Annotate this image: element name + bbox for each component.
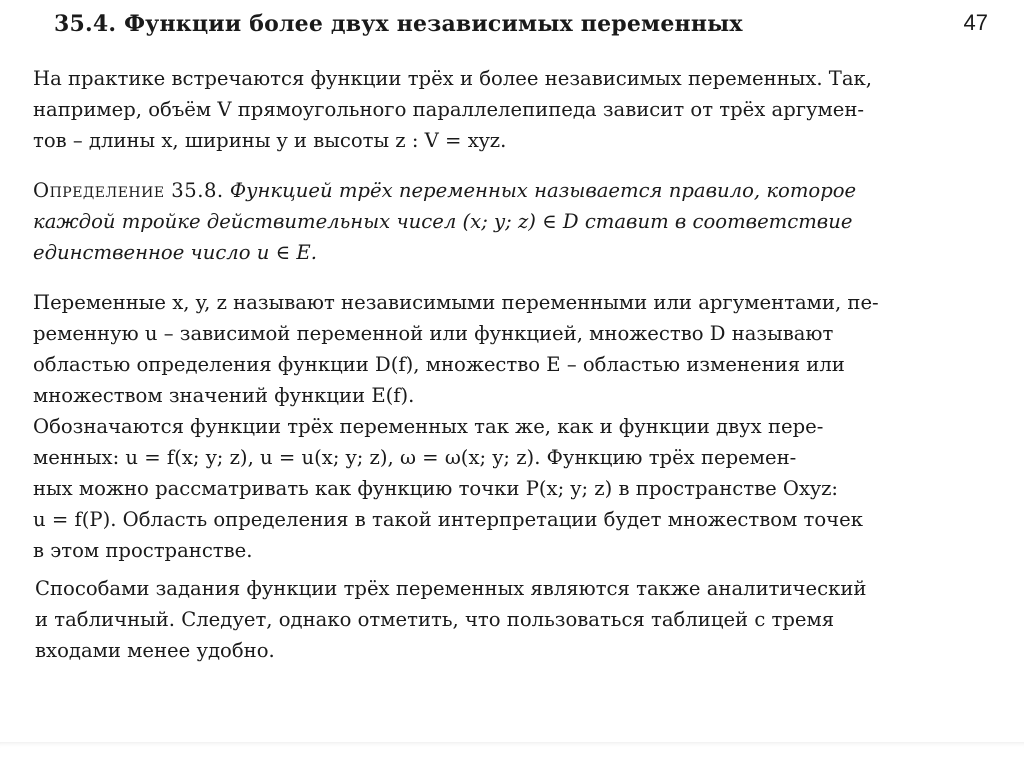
- text-line: и табличный. Следует, однако отметить, что пользоваться таблицей с тремя: [35, 608, 835, 631]
- text-line: Переменные x, y, z называют независимыми переменными или аргументами, пе-: [33, 291, 879, 314]
- text-line: Способами задания функции трёх переменных являются также аналитический: [35, 577, 867, 600]
- text-line: менных: u = f(x; y; z), u = u(x; y; z), ω = ω(x; y; z). Функцию трёх перемен-: [33, 446, 797, 469]
- text-line: u = f(P). Область определения в такой интерпретации будет множеством точек: [33, 508, 863, 531]
- definition-label: Определение 35.8.: [33, 179, 224, 202]
- text-line: Обозначаются функции трёх переменных так же, как и функции двух пере-: [33, 415, 824, 438]
- definition-paragraph: [33, 175, 988, 268]
- bottom-margin: [0, 742, 1024, 767]
- variables-paragraph: [33, 287, 988, 566]
- page-number: 47: [963, 10, 988, 35]
- text-line: в этом пространстве.: [33, 539, 253, 562]
- intro-paragraph: [33, 63, 988, 156]
- text-line: входами менее удобно.: [35, 639, 275, 662]
- definition-text: Функцией трёх переменных называется правило, которое: [229, 179, 857, 202]
- text-line: например, объём V прямоугольного параллелепипеда зависит от трёх аргумен-: [33, 98, 865, 121]
- section-title: 35.4. Функции более двух независимых переменных: [54, 11, 743, 37]
- text-line: каждой тройке действительных чисел (x; y; z) ∈ D ставит в соответствие: [33, 210, 853, 233]
- methods-paragraph: [35, 573, 990, 666]
- text-line: ременную u – зависимой переменной или функцией, множество D называют: [33, 322, 834, 345]
- text-line: областью определения функции D(f), множество E – областью изменения или: [33, 353, 845, 376]
- text-line: тов – длины x, ширины y и высоты z : V = xyz.: [33, 129, 507, 152]
- text-line: множеством значений функции E(f).: [33, 384, 415, 407]
- slide-header: [0, 0, 1024, 54]
- text-line: [33, 175, 988, 206]
- text-line: ных можно рассматривать как функцию точки P(x; y; z) в пространстве Oxyz:: [33, 477, 839, 500]
- text-line: единственное число u ∈ E.: [33, 241, 317, 264]
- text-line: На практике встречаются функции трёх и более независимых переменных. Так,: [33, 67, 873, 90]
